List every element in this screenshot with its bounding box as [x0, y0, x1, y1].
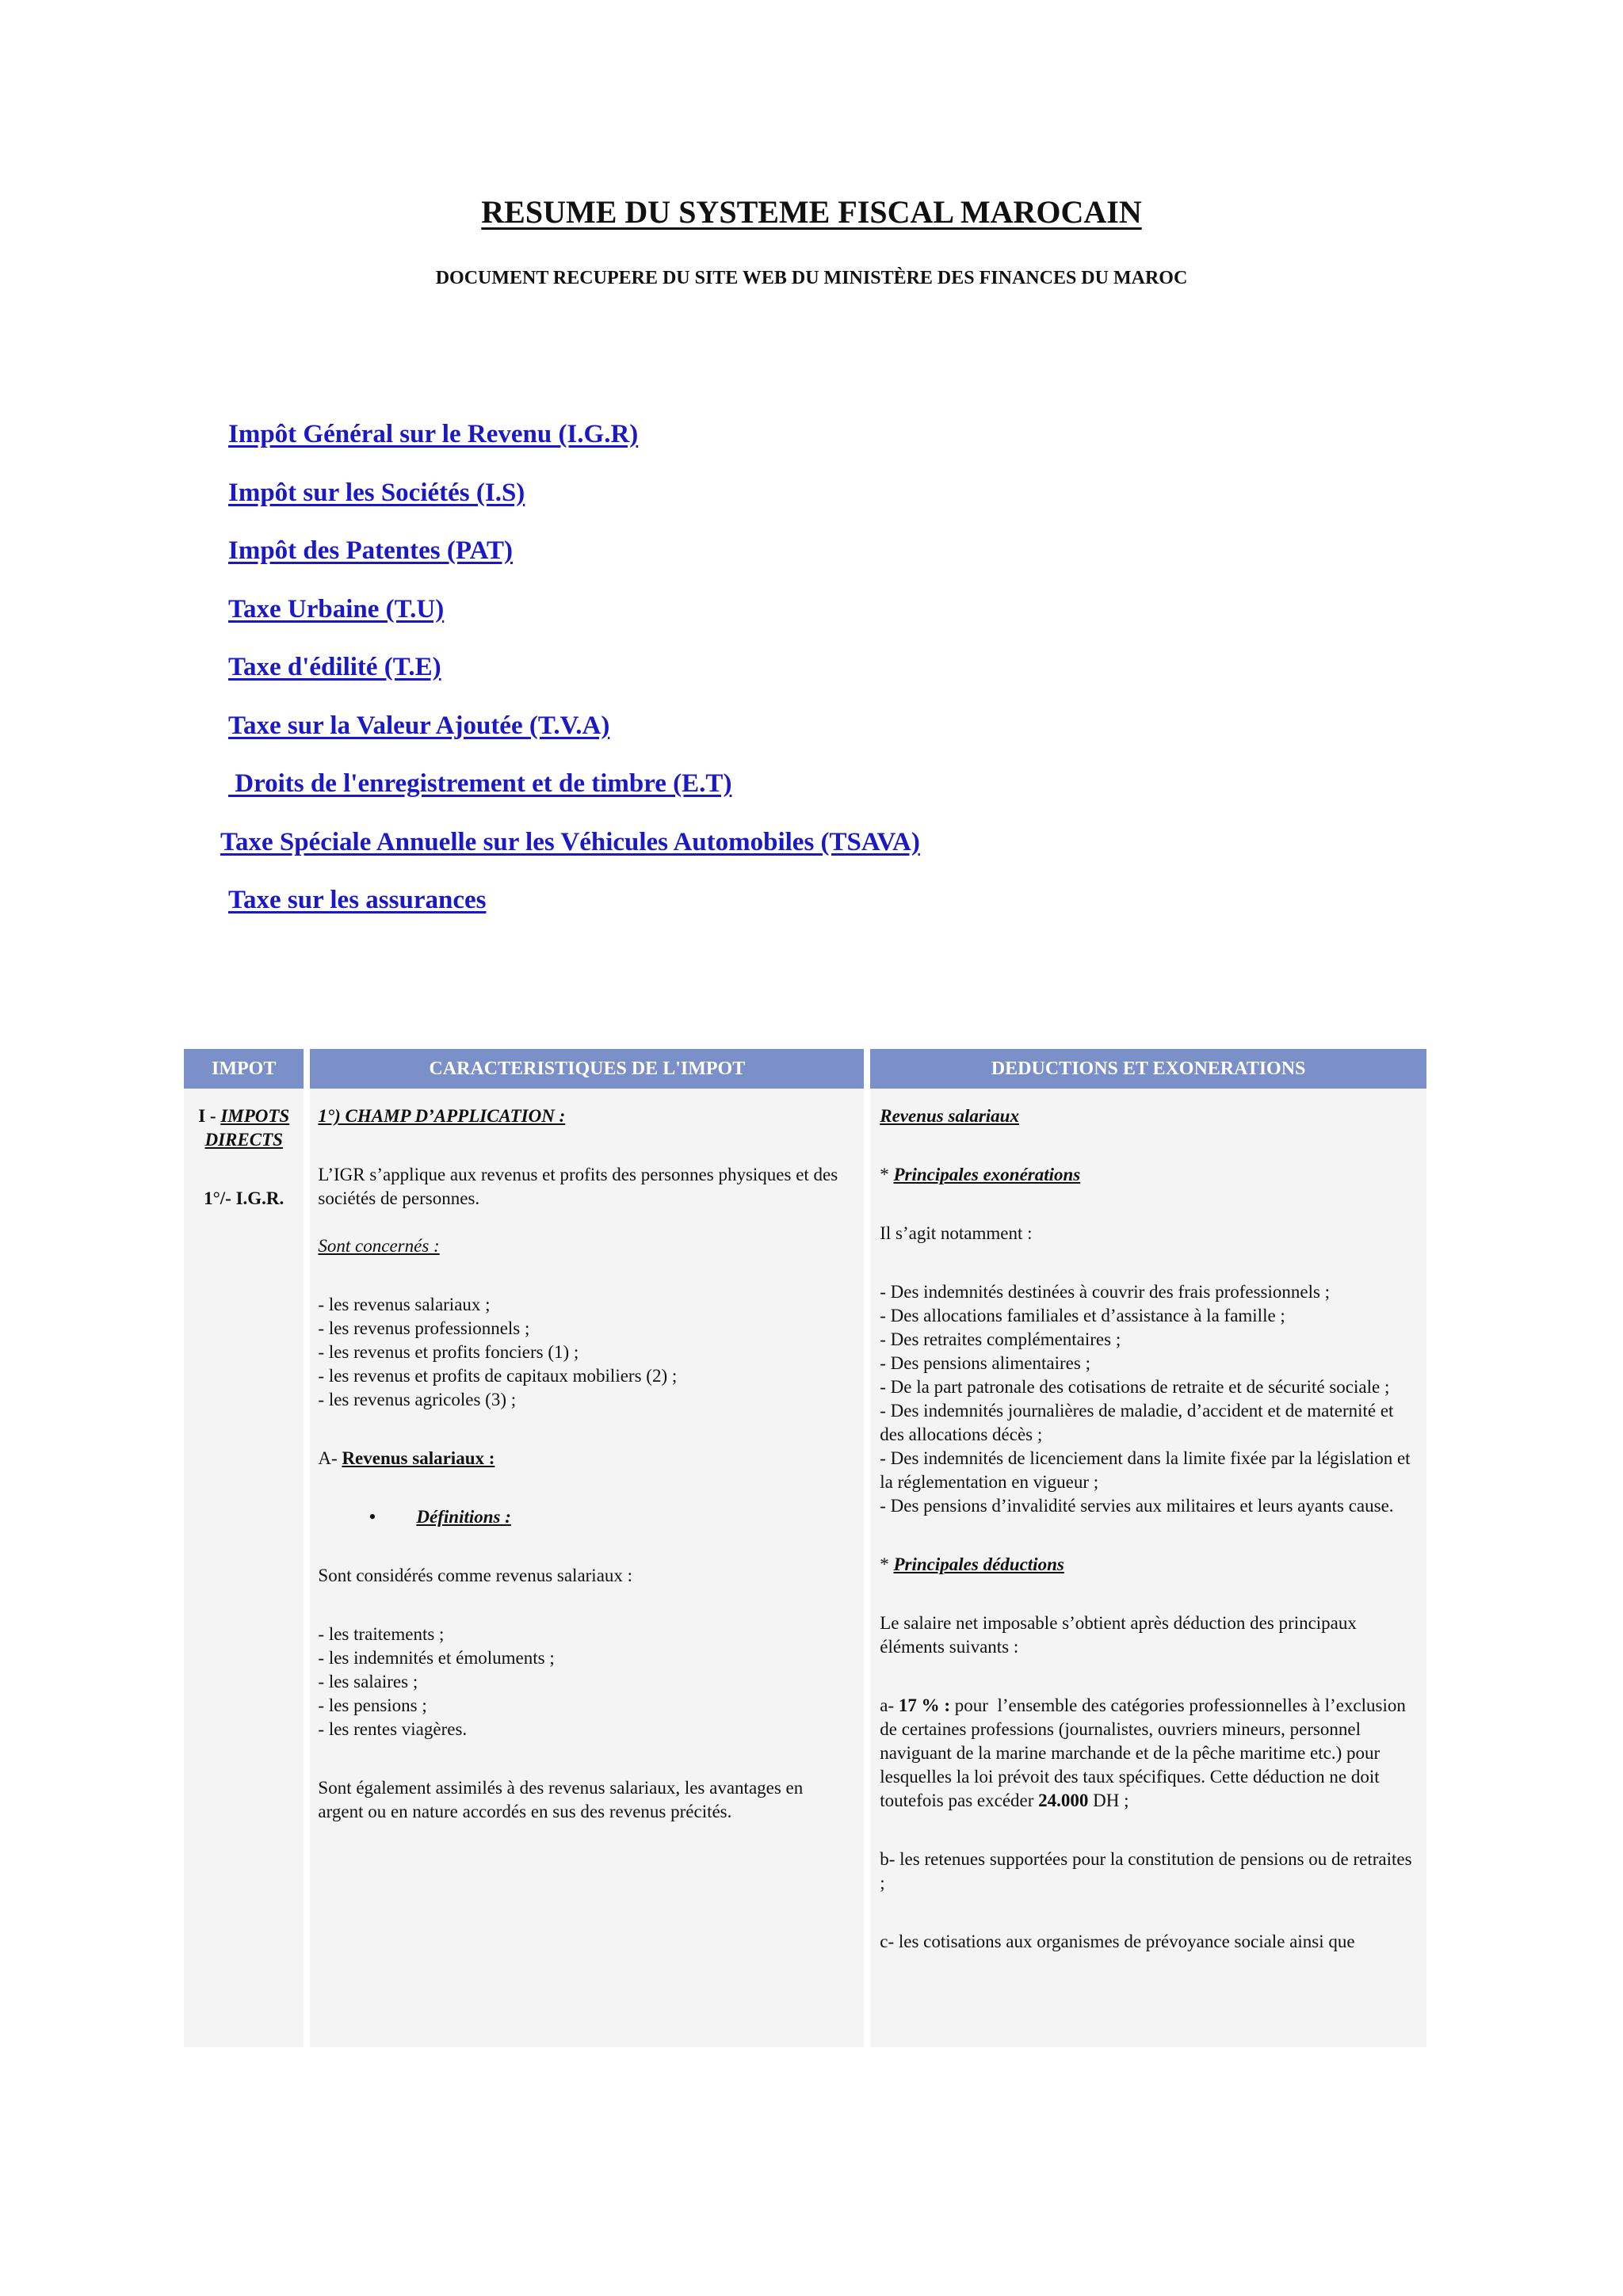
section-a-heading [318, 1447, 850, 1470]
exonerations-intro: Il s’agit notamment : [880, 1223, 1033, 1243]
link-igr[interactable]: Impôt Général sur le Revenu (I.G.R) [228, 420, 639, 448]
list-item: - Des indemnités journalières de maladie, d’accident et de maternité et des allocations décès ; [880, 1401, 1394, 1444]
deduction-a-text: pour l’ensemble des catégories professionnelles à l’exclusion de certaines professions (journalistes, ouvriers mineurs, personnel naviguant de la marine marchande et de la pêche maritime etc.) pour lesquelles la loi prévoit des taux spécifiques. Cette déduction ne doit toutefois pas excéder [880, 1695, 1411, 1810]
impot-cell [184, 1089, 304, 2047]
star-marker: * [880, 1554, 894, 1574]
definitions-label: Définitions : [416, 1507, 511, 1527]
concernes-list [318, 1293, 850, 1412]
document-subtitle: DOCUMENT RECUPERE DU SITE WEB DU MINISTÈRE DES FINANCES DU MAROC [435, 268, 1188, 288]
link-is[interactable]: Impôt sur les Sociétés (I.S) [228, 478, 525, 507]
star-marker: * [880, 1165, 894, 1184]
list-item: - les revenus professionnels ; [318, 1318, 530, 1338]
impot-name: 1°/- I.G.R. [204, 1188, 285, 1208]
list-item: - Des retraites complémentaires ; [880, 1329, 1121, 1349]
section-a-prefix: A- [318, 1448, 342, 1468]
tax-links-list [220, 420, 920, 944]
header-impot: IMPOT [184, 1049, 304, 1089]
list-item: - Des pensions alimentaires ; [880, 1353, 1090, 1373]
impot-prefix: I - [198, 1106, 221, 1126]
deduction-a-amount: 24.000 [1038, 1791, 1089, 1810]
champ-application-heading: 1°) CHAMP D’APPLICATION : [318, 1106, 566, 1126]
deductions-label: Principales déductions [893, 1554, 1064, 1574]
document-title: RESUME DU SYSTEME FISCAL MAROCAIN [481, 194, 1142, 230]
list-item: - les indemnités et émoluments ; [318, 1648, 555, 1668]
link-tva[interactable]: Taxe sur la Valeur Ajoutée (T.V.A) [228, 711, 610, 740]
caracteristiques-cell [310, 1089, 864, 2047]
list-item: - les rentes viagères. [318, 1719, 468, 1739]
considered-list [318, 1623, 850, 1741]
concernes-label: Sont concernés : [318, 1236, 440, 1256]
section-a-title: Revenus salariaux : [342, 1448, 495, 1468]
link-tsava[interactable]: Taxe Spéciale Annuelle sur les Véhicules Automobiles (TSAVA) [220, 827, 920, 856]
exonerations-heading [880, 1163, 1414, 1187]
list-item: - Des indemnités destinées à couvrir des frais professionnels ; [880, 1282, 1331, 1302]
deduction-b: b- les retenues supportées pour la constitution de pensions ou de retraites ; [880, 1849, 1412, 1893]
header-caracteristiques: CARACTERISTIQUES DE L'IMPOT [310, 1049, 864, 1089]
impot-category [184, 1104, 304, 1152]
list-item: - Des allocations familiales et d’assistance à la famille ; [880, 1306, 1285, 1325]
link-assurances[interactable]: Taxe sur les assurances [228, 886, 487, 914]
list-item: - les revenus et profits fonciers (1) ; [318, 1342, 579, 1362]
deductions-intro: Le salaire net imposable s’obtient après déduction des principaux éléments suivants : [880, 1613, 1357, 1657]
list-item: - les traitements ; [318, 1624, 445, 1644]
list-item: - De la part patronale des cotisations de retraite et de sécurité sociale ; [880, 1377, 1390, 1397]
deduction-a-rate: 17 % : [898, 1695, 951, 1715]
link-et[interactable]: Droits de l'enregistrement et de timbre (E.T) [228, 769, 732, 798]
considered-intro: Sont considérés comme revenus salariaux : [318, 1566, 633, 1585]
deductions-heading [880, 1553, 1414, 1577]
deduction-a-prefix: a- [880, 1695, 899, 1715]
list-item: - les revenus salariaux ; [318, 1295, 491, 1314]
deduction-a [880, 1694, 1414, 1813]
link-te[interactable]: Taxe d'édilité (T.E) [228, 653, 441, 681]
list-item: - les revenus agricoles (3) ; [318, 1390, 517, 1409]
exonerations-label: Principales exonérations [893, 1165, 1081, 1184]
assimiles-paragraph: Sont également assimilés à des revenus salariaux, les avantages en argent ou en nature accordés en sus des revenus précités. [318, 1778, 804, 1821]
exonerations-list [880, 1280, 1414, 1518]
header-deductions: DEDUCTIONS ET EXONERATIONS [870, 1049, 1426, 1089]
list-item: - les revenus et profits de capitaux mobiliers (2) ; [318, 1366, 678, 1386]
definitions-row [318, 1505, 850, 1529]
link-tu[interactable]: Taxe Urbaine (T.U) [228, 594, 445, 624]
list-item: - les pensions ; [318, 1695, 427, 1715]
deductions-cell [870, 1089, 1426, 2047]
deduction-c: c- les cotisations aux organismes de prévoyance sociale ainsi que [880, 1932, 1355, 1951]
champ-application-intro: L’IGR s’applique aux revenus et profits des personnes physiques et des sociétés de personnes. [318, 1165, 838, 1208]
list-item: - les salaires ; [318, 1672, 418, 1691]
bullet-icon: • [369, 1505, 376, 1528]
link-pat[interactable]: Impôt des Patentes (PAT) [228, 536, 513, 565]
list-item: - Des indemnités de licenciement dans la limite fixée par la législation et la réglementation en vigueur ; [880, 1448, 1411, 1492]
impot-category-label: IMPOTS DIRECTS [204, 1106, 290, 1150]
table-row [184, 1089, 1426, 2047]
fiscal-summary-table [178, 1049, 1433, 2047]
list-item: - Des pensions d’invalidité servies aux militaires et leurs ayants cause. [880, 1496, 1394, 1516]
revenus-salariaux-heading: Revenus salariaux [880, 1106, 1019, 1126]
deduction-a-suffix: DH ; [1088, 1791, 1129, 1810]
